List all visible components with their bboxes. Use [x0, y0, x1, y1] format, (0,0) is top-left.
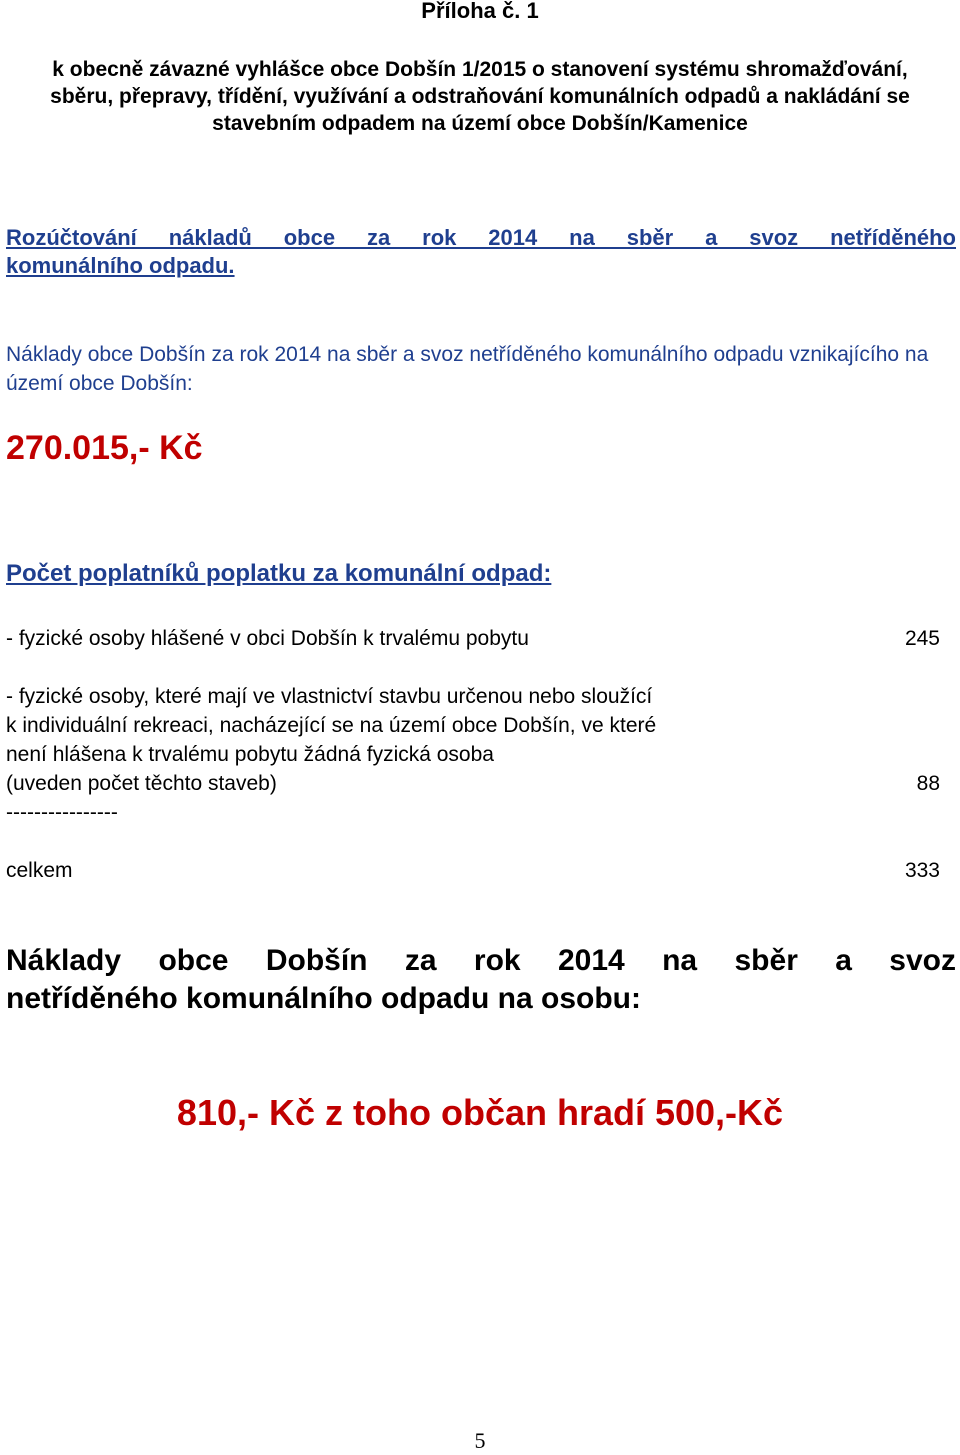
section-heading — [6, 224, 956, 280]
payers-row-owners-label-line4: (uveden počet těchto staveb) — [6, 772, 277, 795]
payers-total-label: celkem — [6, 859, 73, 882]
payers-heading: Počet poplatníků poplatku za komunální odpad: — [6, 560, 552, 587]
section-heading-line2: komunálního odpadu. — [6, 253, 235, 278]
attachment-label: Příloha č. 1 — [421, 0, 539, 23]
payers-total-value: 333 — [904, 859, 940, 882]
per-person-result: 810,- Kč z toho občan hradí 500,-Kč — [176, 1092, 784, 1133]
decree-title: k obecně závazné vyhlášce obce Dobšín 1/2015 o stanovení systému shromažďování, sběru, přepravy, třídění, využívání a odstraňování komunálních odpadů a nakládání se stavebním odpadem na území obce Dobšín/Kamenice — [50, 58, 910, 135]
section-heading-line1: Rozúčtování nákladů obce za rok 2014 na sběr a svoz netříděného — [6, 225, 956, 250]
per-person-heading-line2: netříděného komunálního odpadu na osobu: — [6, 982, 641, 1015]
total-costs: 270.015,- Kč — [6, 429, 203, 467]
separator: ---------------- — [6, 801, 118, 824]
payers-row-owners-label-line2: k individuální rekreaci, nacházející se na území obce Dobšín, ve které — [6, 714, 657, 737]
page-number: 5 — [474, 1428, 486, 1453]
payers-row-owners-label-line1: - fyzické osoby, které mají ve vlastnictví stavbu určenou nebo sloužící — [6, 685, 653, 708]
payers-row-owners-label-line3: není hlášena k trvalému pobytu žádná fyzická osoba — [6, 743, 494, 766]
payers-row-owners-value: 88 — [916, 772, 940, 795]
payers-row-residents-value: 245 — [904, 627, 940, 650]
payers-row-residents-label: - fyzické osoby hlášené v obci Dobšín k trvalému pobytu — [6, 627, 529, 650]
costs-description: Náklady obce Dobšín za rok 2014 na sběr a svoz netříděného komunálního odpadu vznikajícího na území obce Dobšín: — [6, 343, 929, 395]
per-person-heading — [6, 942, 956, 1018]
per-person-heading-line1: Náklady obce Dobšín za rok 2014 na sběr a svoz — [6, 944, 956, 977]
